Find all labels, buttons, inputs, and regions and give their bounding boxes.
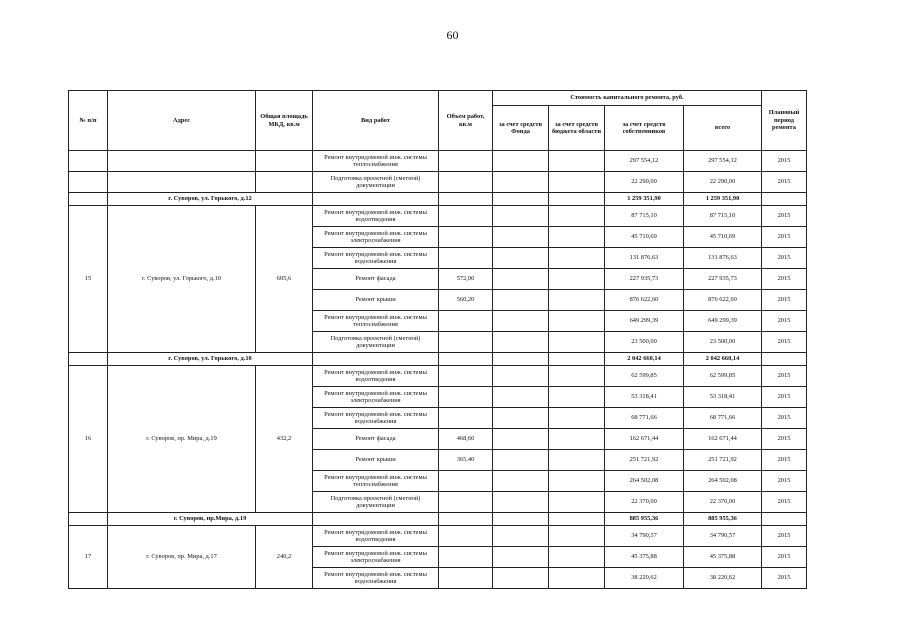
cell-work: Подготовка проектной (сметной) документации [313,332,439,353]
cell-volume [439,193,493,206]
cell-budget [549,227,605,248]
cell-address [108,172,256,193]
cell-period: 2015 [762,332,807,353]
cell-fund [493,206,549,227]
cell-num [69,353,108,366]
cell-total: 22 290,00 [684,172,762,193]
cell-budget [549,332,605,353]
header-fund: за счет средств Фонда [493,106,549,151]
cell-period [762,193,807,206]
cell-period: 2015 [762,450,807,471]
cell-total: 227 935,73 [684,269,762,290]
cell-volume: 560,20 [439,290,493,311]
cell-budget [549,526,605,547]
cell-total: 23 500,00 [684,332,762,353]
cell-owners: 876 622,60 [605,290,684,311]
cell-period: 2015 [762,547,807,568]
table-row [69,366,807,387]
cell-work: Ремонт крыши [313,450,439,471]
cell-fund [493,353,549,366]
cell-work: Ремонт фасада [313,429,439,450]
cell-volume [439,172,493,193]
header-work: Вид работ [313,91,439,151]
cell-area: 240,2 [256,526,313,589]
cell-area [256,172,313,193]
cell-fund [493,172,549,193]
total-row [69,193,807,206]
cell-fund [493,513,549,526]
cell-volume [439,206,493,227]
cell-work: Ремонт внутридомовой инж. системы электроснабжения [313,227,439,248]
cell-budget [549,311,605,332]
cell-volume [439,387,493,408]
cell-period: 2015 [762,429,807,450]
cell-budget [549,450,605,471]
cell-work: Ремонт внутридомовой инж. системы водоотведения [313,526,439,547]
cell-budget [549,248,605,269]
cell-fund [493,290,549,311]
cell-owners: 45 710,69 [605,227,684,248]
header-cost-group: Стоимость капитального ремонта, руб. [493,91,762,106]
cell-work: Ремонт фасада [313,269,439,290]
cell-fund [493,366,549,387]
cell-budget [549,366,605,387]
cell-area [256,151,313,172]
cell-total: 649 299,39 [684,311,762,332]
cell-period: 2015 [762,311,807,332]
cell-period: 2015 [762,248,807,269]
cell-fund [493,547,549,568]
total-owners: 1 259 351,90 [605,193,684,206]
header-owners: за счет средств собственников [605,106,684,151]
total-sum: 885 955,36 [684,513,762,526]
cell-budget [549,513,605,526]
cell-total: 251 721,92 [684,450,762,471]
header-volume: Объем работ, кв.м [439,91,493,151]
cell-volume [439,227,493,248]
total-row [69,353,807,366]
cell-volume [439,568,493,589]
cell-total: 68 771,66 [684,408,762,429]
cell-owners: 22 290,00 [605,172,684,193]
cell-owners: 22 370,00 [605,492,684,513]
table-row [69,526,807,547]
header-num: № п/п [69,91,108,151]
cell-owners: 23 500,00 [605,332,684,353]
cell-work: Подготовка проектной (сметной) документации [313,172,439,193]
cell-fund [493,311,549,332]
cell-period: 2015 [762,290,807,311]
cell-period: 2015 [762,568,807,589]
cell-num: 17 [69,526,108,589]
cell-volume [439,151,493,172]
cell-volume [439,408,493,429]
cell-budget [549,193,605,206]
cell-work: Ремонт внутридомовой инж. системы водоотведения [313,206,439,227]
cell-budget [549,547,605,568]
cell-owners: 34 790,57 [605,526,684,547]
cell-owners: 68 771,66 [605,408,684,429]
cell-volume [439,366,493,387]
cell-period: 2015 [762,172,807,193]
cell-total: 45 375,88 [684,547,762,568]
cell-owners: 297 554,12 [605,151,684,172]
cell-total: 297 554,12 [684,151,762,172]
cell-work [313,193,439,206]
cell-budget [549,353,605,366]
repair-schedule-table [68,90,807,589]
cell-volume [439,353,493,366]
cell-owners: 227 935,73 [605,269,684,290]
cell-period: 2015 [762,227,807,248]
cell-fund [493,193,549,206]
cell-owners: 649 299,39 [605,311,684,332]
cell-volume: 365,40 [439,450,493,471]
cell-owners: 87 715,10 [605,206,684,227]
cell-volume [439,513,493,526]
header-period: Плановый период ремонта [762,91,807,151]
cell-owners: 45 375,88 [605,547,684,568]
cell-volume [439,526,493,547]
cell-total: 876 622,60 [684,290,762,311]
header-area: Общая площадь МКД, кв.м [256,91,313,151]
cell-budget [549,290,605,311]
total-sum: 1 259 351,90 [684,193,762,206]
cell-num [69,172,108,193]
cell-period: 2015 [762,206,807,227]
cell-volume: 572,00 [439,269,493,290]
table-row [69,151,807,172]
cell-budget [549,151,605,172]
cell-work: Подготовка проектной (сметной) документации [313,492,439,513]
cell-period: 2015 [762,269,807,290]
cell-period [762,513,807,526]
cell-volume [439,492,493,513]
cell-period: 2015 [762,387,807,408]
cell-total: 38 220,62 [684,568,762,589]
cell-work: Ремонт внутридомовой инж. системы теплоснабжения [313,151,439,172]
cell-owners: 62 599,85 [605,366,684,387]
cell-fund [493,227,549,248]
cell-address: г. Суворов, ул. Горького, д.10 [108,206,256,353]
cell-num [69,513,108,526]
header-total: всего [684,106,762,151]
cell-area: 605,6 [256,206,313,353]
total-row [69,513,807,526]
cell-total: 62 599,85 [684,366,762,387]
cell-address: г. Суворов, пр. Мира, д.17 [108,526,256,589]
total-address: г. Суворов, пр.Мира, д.19 [108,513,313,526]
cell-period [762,353,807,366]
total-address: г. Суворов, ул. Горького, д.12 [108,193,313,206]
cell-budget [549,269,605,290]
cell-budget [549,408,605,429]
cell-budget [549,206,605,227]
cell-volume: 468,60 [439,429,493,450]
cell-work: Ремонт внутридомовой инж. системы водоснабжения [313,248,439,269]
table-header [69,91,807,151]
cell-work: Ремонт внутридомовой инж. системы водоснабжения [313,408,439,429]
cell-budget [549,387,605,408]
cell-volume [439,547,493,568]
cell-fund [493,269,549,290]
cell-fund [493,408,549,429]
cell-work: Ремонт внутридомовой инж. системы водоотведения [313,366,439,387]
cell-total: 162 671,44 [684,429,762,450]
cell-fund [493,568,549,589]
cell-fund [493,450,549,471]
cell-work: Ремонт внутридомовой инж. системы электроснабжения [313,547,439,568]
cell-work: Ремонт внутридомовой инж. системы водоснабжения [313,568,439,589]
header-budget: за счет средств бюджета области [549,106,605,151]
cell-period: 2015 [762,492,807,513]
cell-owners: 162 671,44 [605,429,684,450]
cell-total: 131 876,63 [684,248,762,269]
cell-work [313,513,439,526]
cell-address: г. Суворов, пр. Мира, д.19 [108,366,256,513]
total-owners: 885 955,36 [605,513,684,526]
table-row [69,206,807,227]
cell-budget [549,429,605,450]
total-sum: 2 042 660,14 [684,353,762,366]
cell-fund [493,387,549,408]
cell-period: 2015 [762,471,807,492]
cell-total: 53 318,41 [684,387,762,408]
cell-fund [493,429,549,450]
cell-num: 16 [69,366,108,513]
cell-num: 15 [69,206,108,353]
cell-total: 87 715,10 [684,206,762,227]
cell-total: 45 710,69 [684,227,762,248]
cell-work [313,353,439,366]
cell-period: 2015 [762,408,807,429]
cell-owners: 264 502,08 [605,471,684,492]
cell-period: 2015 [762,526,807,547]
cell-fund [493,151,549,172]
cell-address [108,151,256,172]
cell-budget [549,568,605,589]
cell-owners: 53 318,41 [605,387,684,408]
cell-fund [493,248,549,269]
cell-total: 34 790,57 [684,526,762,547]
cell-total: 22 370,00 [684,492,762,513]
cell-owners: 251 721,92 [605,450,684,471]
table-row [69,172,807,193]
cell-fund [493,471,549,492]
cell-num [69,193,108,206]
cell-fund [493,492,549,513]
cell-num [69,151,108,172]
cell-period: 2015 [762,366,807,387]
total-owners: 2 042 660,14 [605,353,684,366]
cell-fund [493,526,549,547]
cell-volume [439,332,493,353]
total-address: г. Суворов, ул. Горького, д.10 [108,353,313,366]
cell-budget [549,172,605,193]
cell-volume [439,471,493,492]
cell-budget [549,492,605,513]
cell-work: Ремонт внутридомовой инж. системы электроснабжения [313,387,439,408]
cell-work: Ремонт крыши [313,290,439,311]
cell-volume [439,248,493,269]
cell-fund [493,332,549,353]
header-address: Адрес [108,91,256,151]
cell-work: Ремонт внутридомовой инж. системы теплоснабжения [313,471,439,492]
cell-work: Ремонт внутридомовой инж. системы теплоснабжения [313,311,439,332]
cell-total: 264 502,08 [684,471,762,492]
cell-period: 2015 [762,151,807,172]
cell-area: 432,2 [256,366,313,513]
cell-budget [549,471,605,492]
cell-volume [439,311,493,332]
cell-owners: 131 876,63 [605,248,684,269]
cell-owners: 38 220,62 [605,568,684,589]
page-number: 60 [446,28,459,42]
